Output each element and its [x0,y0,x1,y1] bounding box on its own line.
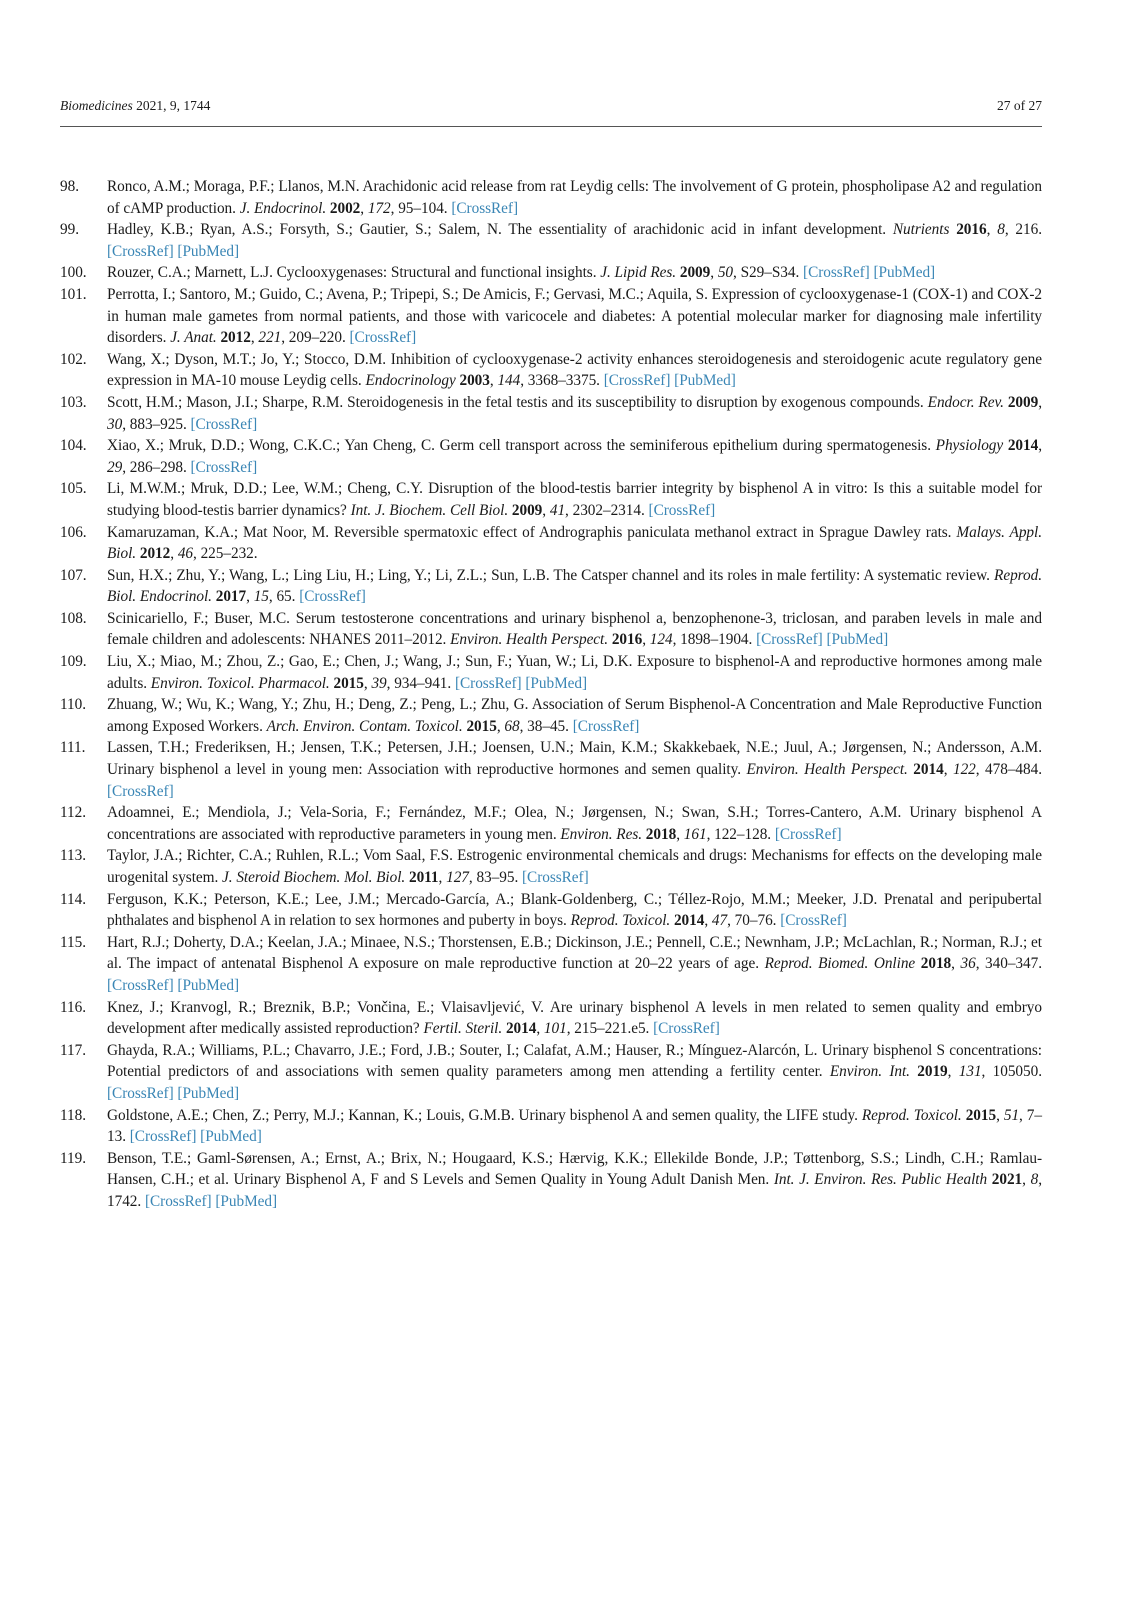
reference-number: 106. [60,523,87,541]
publication-year: 2015 [333,674,364,692]
reference-text: , [542,501,550,519]
journal-title: Environ. Res. [560,825,643,843]
reference-text: Lassen, T.H.; Frederiksen, H.; Jensen, T.K.; Petersen, J.H.; Joensen, U.N.; Main, K.M.; Skakkebaek, N.E.; Juul, A.; Jørgensen, N.; Andersson, A.M. Urinary bisphenol a level in young men: Association with reproductive hormones and semen quality. [107,739,1042,779]
publication-year: 2012 [220,329,251,347]
journal-title: 50 [717,264,734,282]
reference-text: Ghayda, R.A.; Williams, P.L.; Chavarro, J.E.; Ford, J.B.; Souter, I.; Calafat, A.M.; Hauser, R.; Mínguez-Alarcón, L. Urinary bisphenol S concentrations: Potential predictors of and associations with semen quality parameters among men attending a fertility center. [107,1041,1042,1081]
reference-item [60,392,1042,435]
reference-item [60,889,1042,932]
reference-text: Ferguson, K.K.; Peterson, K.E.; Lee, J.M.; Mercado-García, A.; Blank-Goldenberg, C.; Téllez-Rojo, M.M.; Meeker, J.D. Prenatal and peripubertal phthalates and bisphenol A in relation to sex hormones and puberty in boys. [107,890,1042,930]
publication-year: 2016 [956,221,987,239]
reference-text: Ronco, A.M.; Moraga, P.F.; Llanos, M.N. Arachidonic acid release from rat Leydig cells: The involvement of G protein, phospholipase A2 and regulation of cAMP production. [107,178,1042,217]
journal-title: 39 [371,674,387,692]
reference-item [60,845,1042,888]
reference-number: 114. [60,890,87,908]
reference-text: Xiao, X.; Mruk, D.D.; Wong, C.K.C.; Yan Cheng, C. Germ cell transport across the seminiferous epithelium during spermatogenesis. [107,437,936,455]
reference-text: Zhuang, W.; Wu, K.; Wang, Y.; Zhu, H.; Deng, Z.; Peng, L.; Zhu, G. Association of Serum Bisphenol-A Concentration and Male Reproductive Function among Exposed Workers. [107,696,1042,735]
pubmed-link[interactable]: [PubMed] [873,264,936,282]
reference-item [60,932,1042,997]
reference-text: , [246,588,254,606]
reference-item [60,608,1042,651]
journal-title: Environ. Health Perspect. [746,761,908,779]
pubmed-link[interactable]: [PubMed] [177,242,240,260]
publication-year: 2012 [139,545,171,563]
publication-year: 2018 [645,825,677,843]
reference-number: 113. [60,847,87,865]
journal-title: J. Steroid Biochem. Mol. Biol. [222,869,406,886]
reference-text: , [986,221,998,239]
journal-title: 124 [649,631,673,649]
journal-title: 144 [497,372,521,390]
pubmed-link[interactable]: [PubMed] [215,1192,278,1210]
reference-text: Hart, R.J.; Doherty, D.A.; Keelan, J.A.; Minaee, N.S.; Thorstensen, E.B.; Dickinson, J.E.; Pennell, C.E.; Newnham, J.P.; McLachlan, R.; Norman, R.J.; et al. The impact of antenatal Bisphenol A exposure on male reproductive function at 20–22 years of age. [107,933,1042,973]
reference-text: , 340–347. [975,955,1043,973]
journal-title: Endocr. Rev. [927,393,1004,411]
publication-year: 2009 [679,264,711,282]
journal-title: 127 [446,869,469,886]
reference-item [60,262,1042,284]
reference-text: , [250,329,259,347]
reference-text: , 216. [1004,221,1042,239]
journal-title: 8 [1030,1171,1039,1189]
journal-title: 36 [960,955,976,973]
publication-year: 2014 [1007,437,1039,455]
reference-number: 115. [60,933,87,951]
journal-citation [60,98,210,114]
publication-year: 2014 [913,761,944,779]
reference-text: Li, M.W.M.; Mruk, D.D.; Lee, W.M.; Cheng, C.Y. Disruption of the blood-testis barrier integrity by bisphenol A in vitro: Is this a suitable model for studying blood-testis barrier dynamics? [107,480,1042,519]
reference-text: , 65. [268,588,300,606]
crossref-link[interactable]: [CrossRef] [756,631,823,649]
reference-text: Benson, T.E.; Gaml-Sørensen, A.; Ernst, A.; Brix, N.; Hougaard, K.S.; Hærvig, K.K.; Ellekilde Bonde, J.P.; Tøttenborg, S.S.; Lindh, C.H.; Ramlau-Hansen, C.H.; et al. Urinary Bisphenol A, F and S Levels and Semen Quality in Young Adult Danish Men. [107,1149,1042,1189]
crossref-link[interactable]: [CrossRef] [653,1020,720,1038]
page-indicator: 27 of 27 [997,98,1042,113]
reference-text: , 215–221.e5. [566,1020,654,1038]
reference-text: Scott, H.M.; Mason, J.I.; Sharpe, R.M. Steroidogenesis in the fetal testis and its susceptibility to disruption by exogenous compounds. [107,393,928,411]
reference-text: Knez, J.; Kranvogl, R.; Breznik, B.P.; Vončina, E.; Vlaisavljević, V. Are urinary bisphenol A levels in men related to semen quality and embryo development after medically assisted reproduction? [107,998,1042,1038]
publication-year: 2014 [505,1020,537,1038]
journal-title: 29 [107,458,123,476]
reference-number: 118. [60,1106,87,1124]
reference-number: 104. [60,437,87,455]
journal-title: 15 [253,588,269,606]
reference-text: , [360,199,368,217]
reference-item [60,522,1042,565]
journal-title: Reprod. Biol. Endocrinol. [107,566,1042,606]
reference-text: , 934–941. [386,674,455,692]
reference-text: , [1038,437,1043,455]
journal-title: J. Lipid Res. [600,264,677,282]
reference-text: , 7–13. [107,1106,1042,1146]
running-header [60,90,1042,127]
journal-volume-info: 2021, 9, 1744 [136,98,211,113]
journal-title: Arch. Environ. Contam. Toxicol. [266,717,463,735]
reference-text: , 286–298. [122,458,191,476]
reference-number: 111. [60,739,86,757]
journal-title: Environ. Int. [829,1063,910,1081]
crossref-link[interactable]: [CrossRef] [774,825,842,843]
reference-item [60,1040,1042,1105]
reference-number: 117. [60,1041,87,1059]
reference-item [60,737,1042,802]
reference-text: , [489,372,498,390]
crossref-link[interactable]: [CrossRef] [190,458,258,476]
reference-text: , [676,825,684,843]
publication-year: 2019 [917,1063,948,1081]
journal-title: J. Anat. [170,329,217,347]
reference-item [60,1105,1042,1148]
reference-item [60,802,1042,845]
reference-text: Hadley, K.B.; Ryan, A.S.; Forsyth, S.; Gautier, S.; Salem, N. The essentiality of arachidonic acid in infant development. [107,221,893,239]
journal-title: Reprod. Biomed. Online [764,955,916,973]
reference-number: 107. [60,566,87,584]
reference-text: Kamaruzaman, K.A.; Mat Noor, M. Reversible spermatoxic effect of Andrographis paniculata methanol extract in Sprague Dawley rats. [107,523,957,541]
reference-text: , [704,912,712,930]
reference-number: 108. [60,609,87,627]
crossref-link[interactable]: [CrossRef] [522,869,589,886]
publication-year: 2011 [408,869,439,886]
reference-number: 119. [60,1149,87,1167]
publication-year: 2009 [1007,393,1039,411]
reference-text: Wang, X.; Dyson, M.T.; Jo, Y.; Stocco, D.M. Inhibition of cyclooxygenase-2 activity enhances steroidogenesis and steroidogenic acute regulatory gene expression in MA-10 mouse Leydig cells. [107,350,1042,390]
pubmed-link[interactable]: [PubMed] [177,1084,240,1102]
crossref-link[interactable]: [CrossRef] [299,588,366,606]
reference-text: , [363,674,372,692]
journal-title: Nutrients [892,221,950,239]
publication-year: 2003 [459,372,490,390]
reference-text: Sun, H.X.; Zhu, Y.; Wang, L.; Ling Liu, H.; Ling, Y.; Li, Z.L.; Sun, L.B. The Catsper channel and its roles in male fertility: A systematic review. [107,566,995,584]
reference-item [60,219,1042,262]
reference-text: , 1742. [107,1171,1042,1210]
crossref-link[interactable]: [CrossRef] [451,199,518,217]
journal-title: 101 [543,1020,567,1038]
crossref-link[interactable]: [CrossRef] [107,242,174,260]
crossref-link[interactable]: [CrossRef] [144,1192,212,1210]
pubmed-link[interactable]: [PubMed] [525,674,588,692]
journal-title: Reprod. Toxicol. [861,1106,962,1124]
publication-year: 2018 [920,955,952,973]
crossref-link[interactable]: [CrossRef] [648,501,716,519]
reference-number: 110. [60,696,87,714]
reference-text: , [496,717,505,735]
publication-year: 2002 [329,199,361,217]
reference-text: , [642,631,650,649]
reference-item [60,694,1042,737]
reference-text: , 2302–2314. [565,501,649,519]
reference-text: , [996,1106,1004,1124]
publication-year: 2017 [215,588,247,606]
reference-text: , 95–104. [390,199,452,217]
reference-text: , 1898–1904. [672,631,757,649]
reference-number: 109. [60,653,87,671]
crossref-link[interactable]: [CrossRef] [107,976,174,994]
publication-year: 2016 [611,631,643,649]
reference-number: 116. [60,998,87,1016]
reference-text: , [951,955,961,973]
journal-title: 41 [549,501,566,519]
reference-item [60,478,1042,521]
reference-number: 112. [60,804,87,822]
reference-text: , [536,1020,544,1038]
journal-title: Physiology [935,437,1004,455]
reference-item [60,349,1042,392]
journal-title: 68 [504,717,520,735]
crossref-link[interactable]: [CrossRef] [572,717,640,735]
journal-title: 46 [177,545,194,563]
reference-number: 103. [60,393,87,411]
reference-text: , 883–925. [122,415,191,433]
publication-year: 2014 [673,912,705,930]
journal-title: 172 [367,199,391,217]
reference-text: , [1022,1171,1031,1189]
reference-text: , 122–128. [706,825,775,843]
reference-text: Adoamnei, E.; Mendiola, J.; Vela-Soria, F.; Fernández, M.F.; Olea, N.; Jørgensen, N.; Swan, S.H.; Torres-Cantero, A.M. Urinary bisphenol A concentrations are associated with reproductive parameters in young men. [107,804,1042,843]
journal-title: 30 [107,415,123,433]
journal-title: 51 [1003,1106,1020,1124]
journal-title: J. Endocrinol. [239,199,327,217]
crossref-link[interactable]: [CrossRef] [107,1084,174,1102]
reference-text: , [947,1063,959,1081]
journal-title: Endocrinology [365,372,456,390]
reference-text: , 478–484. [975,761,1042,779]
reference-text: , [943,761,953,779]
reference-item [60,997,1042,1040]
reference-item [60,176,1042,219]
reference-list [60,176,1042,1213]
reference-text: , [438,869,447,886]
crossref-link[interactable]: [CrossRef] [454,674,522,692]
reference-text: , 70–76. [727,912,781,930]
journal-title: 8 [997,221,1005,239]
crossref-link[interactable]: [CrossRef] [803,264,870,282]
reference-number: 101. [60,285,87,303]
journal-title: Environ. Toxicol. Pharmacol. [150,674,330,692]
reference-text: , 105050. [981,1063,1042,1081]
reference-item [60,284,1042,349]
reference-text: , 3368–3375. [520,372,604,390]
reference-text: , 38–45. [519,717,573,735]
journal-name: Biomedicines [60,98,133,113]
reference-text: Perrotta, I.; Santoro, M.; Guido, C.; Avena, P.; Tripepi, S.; De Amicis, F.; Gervasi, M.C.; Aquila, S. Expression of cyclooxygenase-1 (COX-1) and COX-2 in human male gametes from normal patients, and those with varicocele and diabetes: A potential molecular marker for diagnosing male infertility disorders. [107,285,1042,347]
reference-number: 98. [60,178,79,195]
crossref-link[interactable]: [CrossRef] [190,415,258,433]
reference-number: 99. [60,221,79,239]
reference-text: Taylor, J.A.; Richter, C.A.; Ruhlen, R.L.; Vom Saal, F.S. Estrogenic environmental chemicals and drugs: Mechanisms for effects on the developing male urogenital system. [107,847,1042,886]
publication-year: 2021 [991,1171,1023,1189]
pubmed-link[interactable]: [PubMed] [674,372,736,390]
pubmed-link[interactable]: [PubMed] [177,976,240,994]
reference-text: , 209–220. [281,329,350,347]
crossref-link[interactable]: [CrossRef] [349,329,417,347]
crossref-link[interactable]: [CrossRef] [780,912,847,930]
reference-item [60,1148,1042,1213]
crossref-link[interactable]: [CrossRef] [129,1128,197,1146]
publication-year: 2009 [511,501,543,519]
reference-text: , [710,264,718,282]
reference-number: 105. [60,480,87,498]
reference-text: , [1038,393,1042,411]
reference-text: Scinicariello, F.; Buser, M.C. Serum testosterone concentrations and urinary bisphenol a, benzophenone-3, triclosan, and paraben levels in male and female children and adolescents: NHANES 2011–2012. [107,609,1042,649]
reference-item [60,565,1042,608]
reference-text: , S29–S34. [733,264,804,282]
reference-number: 100. [60,264,87,282]
journal-title: 47 [711,912,728,930]
journal-title: 161 [683,825,707,843]
reference-number: 102. [60,350,87,368]
reference-item [60,651,1042,694]
journal-title: 122 [952,761,976,779]
pubmed-link[interactable]: [PubMed] [826,631,889,649]
journal-title: Reprod. Toxicol. [570,912,671,930]
reference-text: , [170,545,178,563]
crossref-link[interactable]: [CrossRef] [107,782,174,800]
journal-title: Int. J. Environ. Res. Public Health [773,1171,988,1189]
pubmed-link[interactable]: [PubMed] [200,1128,262,1146]
reference-text: , 225–232. [193,545,258,563]
reference-text: Liu, X.; Miao, M.; Zhou, Z.; Gao, E.; Chen, J.; Wang, J.; Sun, F.; Yuan, W.; Li, D.K. Exposure to bisphenol-A and reproductive hormones among male adults. [107,653,1042,692]
journal-title: Malays. Appl. Biol. [107,523,1042,563]
reference-text: Goldstone, A.E.; Chen, Z.; Perry, M.J.; Kannan, K.; Louis, G.M.B. Urinary bisphenol A and semen quality, the LIFE study. [107,1106,862,1124]
publication-year: 2015 [965,1106,997,1124]
journal-title: 221 [258,329,282,347]
publication-year: 2015 [466,717,497,735]
reference-text: , 83–95. [468,869,522,886]
journal-title: Fertil. Steril. [423,1020,503,1038]
reference-text: Rouzer, C.A.; Marnett, L.J. Cyclooxygenases: Structural and functional insights. [107,264,601,282]
journal-title: Environ. Health Perspect. [450,631,609,649]
reference-item [60,435,1042,478]
journal-title: 131 [958,1063,982,1081]
journal-title: Int. J. Biochem. Cell Biol. [350,501,509,519]
crossref-link[interactable]: [CrossRef] [603,372,671,390]
